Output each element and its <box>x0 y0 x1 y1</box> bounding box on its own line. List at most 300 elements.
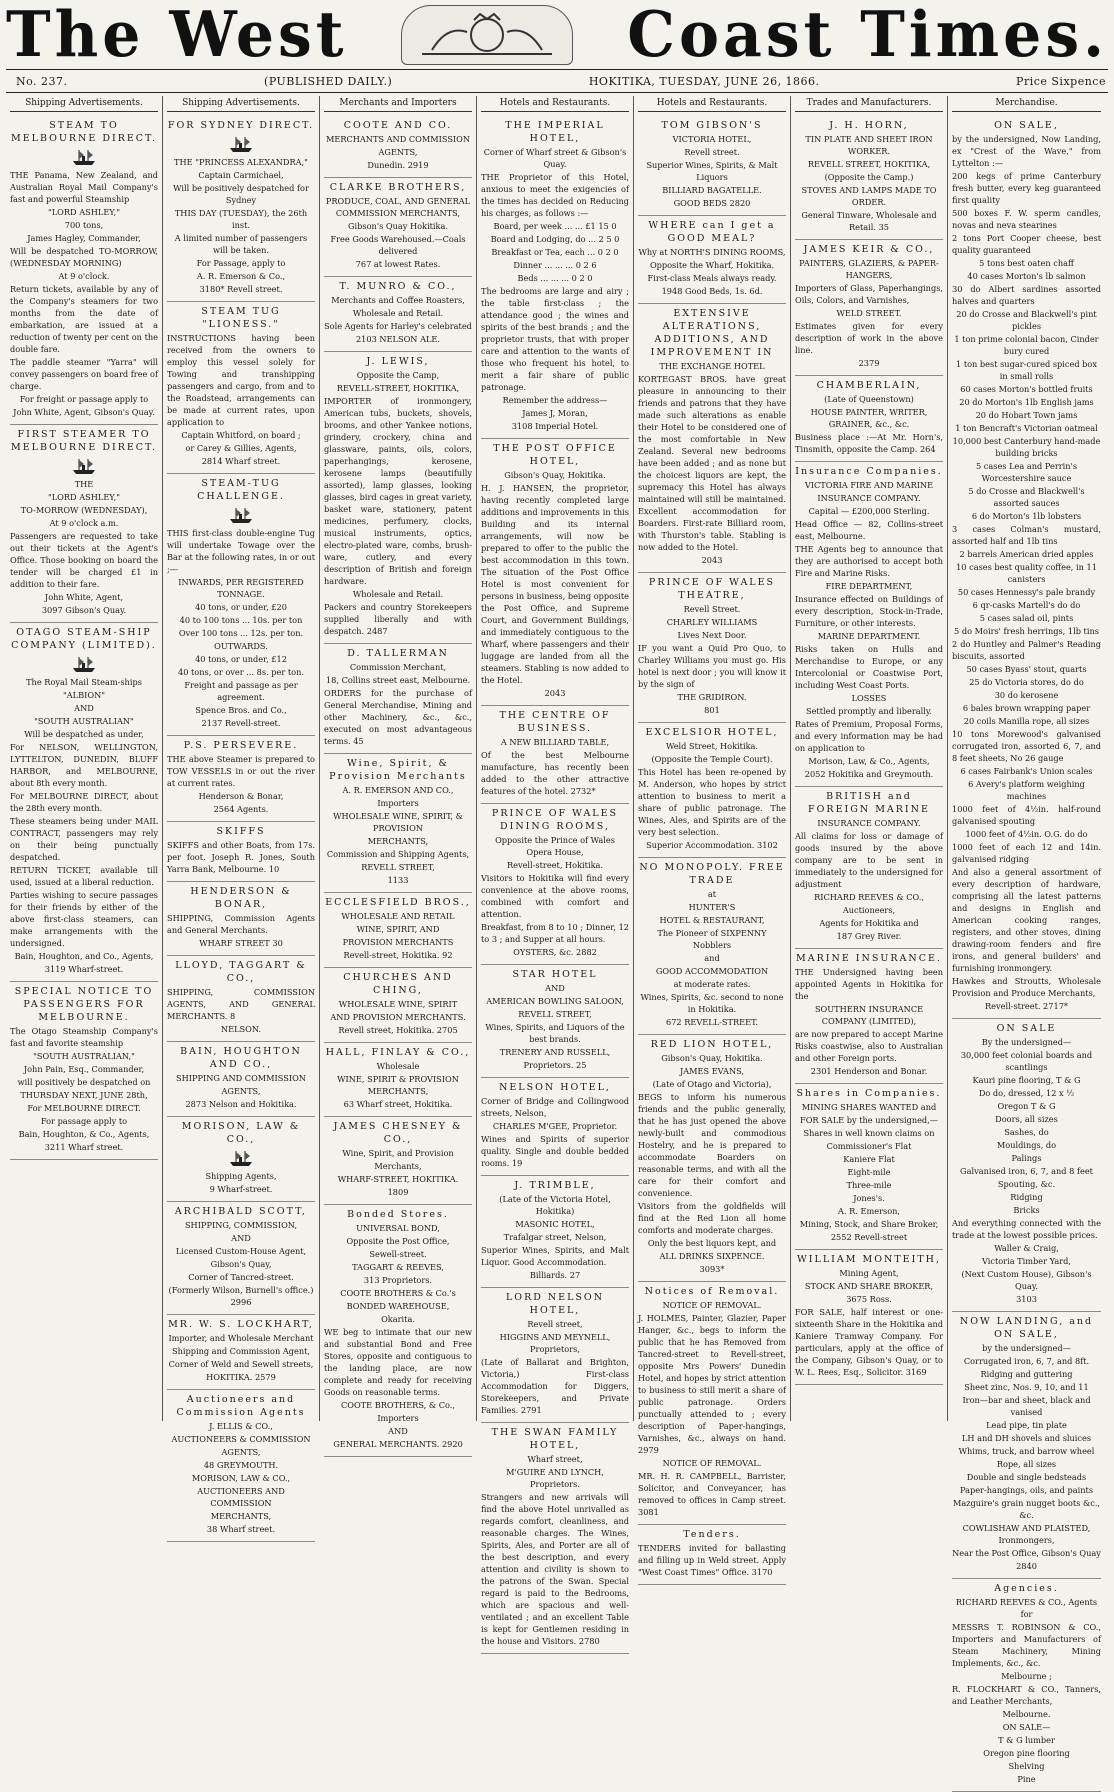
ad-line: Kaniere Flat <box>843 1154 895 1164</box>
ad-line: REVELL STREET, HOKITIKA, <box>807 159 931 169</box>
ad-title: D. TALLERMAN <box>347 648 449 659</box>
ad-title: Insurance Companies. <box>795 466 943 477</box>
ad-line: BONDED WAREHOUSE, <box>346 1301 450 1311</box>
ad-line: These steamers being under MAIL CONTRACT, passengers may rely on their being punctually despatched. <box>10 816 158 862</box>
ad-line: 3103 <box>1016 1294 1037 1304</box>
ad-line: Will be despatched TO-MORROW, (WEDNESDAY MORNING) <box>10 246 158 268</box>
ad-line: MERCHANTS, <box>367 836 429 846</box>
column-header: Merchants and Importers <box>324 96 472 112</box>
ad-line: Hawkes and Stroutts, Wholesale Provision and Produce Merchants, <box>952 976 1101 998</box>
ad-line: INSURANCE COMPANY. <box>817 493 921 503</box>
ad-line: AGENTS, <box>221 1447 261 1457</box>
advertisement <box>481 439 629 706</box>
advertisement <box>952 1019 1101 1312</box>
ad-line: AND <box>545 983 565 993</box>
ad-line: Sewell-street. <box>369 1249 427 1259</box>
steamship-icon <box>71 457 97 475</box>
ad-line: Lead pipe, tin plate <box>986 1420 1067 1430</box>
ad-line: Sheet zinc, Nos. 9, 10, and 11 <box>964 1382 1089 1392</box>
crest-icon <box>401 5 573 65</box>
ad-line: Sashes, do <box>1004 1127 1049 1137</box>
ad-line: Oregon pine flooring <box>983 1748 1070 1758</box>
ad-line: At 9 o'clock. <box>58 271 110 281</box>
advertisement <box>10 116 158 425</box>
column-5 <box>634 96 791 1577</box>
ad-title: Wine, Spirit, & Provision Merchants <box>329 758 467 782</box>
ad-line: Paper-hangings, oils, and paints <box>959 1485 1094 1495</box>
ad-line: Henderson & Bonar, <box>198 791 284 801</box>
ad-line: Board and Lodging, do ... 2 5 0 <box>490 234 620 244</box>
ad-title: EXCELSIOR HOTEL, <box>645 727 779 738</box>
column-4 <box>477 96 634 1646</box>
ad-line: WHARF STREET 30 <box>199 938 283 948</box>
ad-line: Board, per week ... ... £1 15 0 <box>493 221 617 231</box>
ad-line: THE Agents beg to announce that they are authorised to accept both Fire and Marine Risks. <box>795 544 943 578</box>
ad-line: Settled promptly and liberally. <box>805 706 933 716</box>
ad-line: TO-MORROW (WEDNESDAY), <box>20 505 148 515</box>
ad-line: The Royal Mail Steam-ships <box>26 677 142 687</box>
ad-title: Notices of Removal. <box>644 1286 780 1297</box>
ad-line: WHARF-STREET, HOKITIKA. <box>337 1174 459 1184</box>
ad-line: (Next Custom House), Gibson's Quay. <box>961 1269 1092 1291</box>
ad-line: A. R. EMERSON AND CO., <box>342 785 454 795</box>
ad-line: LOSSES <box>851 693 887 703</box>
ad-title: SPECIAL NOTICE TO PASSENGERS FOR MELBOURNE. <box>14 986 154 1023</box>
advertisement <box>167 822 315 882</box>
advertisement <box>324 644 472 754</box>
ad-line: AND <box>388 1426 408 1436</box>
ad-line: WHOLESALE WINE, SPIRIT <box>338 999 458 1009</box>
ad-line: 20 do Crosse and Blackwell's pint pickles <box>956 309 1097 331</box>
ad-title: J. TRIMBLE, <box>514 1180 596 1191</box>
ad-line: AMERICAN BOWLING SALOON, <box>486 996 624 1006</box>
ad-title: CHURCHES AND CHING, <box>343 972 453 996</box>
ad-line: Mining, Stock, and Share Broker, <box>799 1219 939 1229</box>
ad-line: 30 do Albert sardines assorted halves and quarters <box>952 284 1101 306</box>
ad-line: 60 cases Morton's bottled fruits <box>960 384 1093 394</box>
ad-title: RED LION HOTEL, <box>650 1039 774 1050</box>
ad-line: The paddle steamer "Yarra" will convey passengers on board free of charge. <box>10 357 158 391</box>
steamship-icon <box>71 655 97 673</box>
advertisement <box>324 1043 472 1117</box>
advertisement <box>481 1288 629 1423</box>
ad-title: NELSON HOTEL, <box>499 1082 611 1093</box>
ad-line: 1 ton Bencraft's Victorian oatmeal <box>955 423 1098 433</box>
ad-line: 2 barrels American dried apples <box>959 549 1094 559</box>
ad-line: The Pioneer of SIXPENNY Nobblers <box>657 928 767 950</box>
ad-line: 9 Wharf-street. <box>209 1184 273 1194</box>
ad-line: 38 Wharf street. <box>206 1524 276 1534</box>
advertisement <box>10 982 158 1160</box>
ad-line: AGENTS, <box>221 1086 261 1096</box>
ad-title: MR. W. S. LOCKHART, <box>168 1319 314 1330</box>
ad-line: General Tinware, Wholesale and Retail. 35 <box>801 210 937 232</box>
ad-line: Freight and passage as per agreement. <box>184 680 298 702</box>
ad-line: THURSDAY NEXT, JUNE 28th, <box>20 1090 148 1100</box>
ad-line: Visitors from the goldfields will find at the Red Lion all home comforts and moderate charges. <box>638 1201 786 1235</box>
ad-line: Eight-mile <box>847 1167 891 1177</box>
ad-line: 18, Collins street east, Melbourne. <box>325 675 471 685</box>
ad-line: SHIPPING, COMMISSION AGENTS, AND GENERAL MERCHANTS. 8 <box>167 987 315 1021</box>
column-6 <box>791 96 948 1421</box>
ad-line: MR. H. R. CAMPBELL, Barrister, Solicitor, and Conveyancer, has removed to offices in Camp street. 3081 <box>638 1471 786 1517</box>
ad-line: 1000 feet of each 12 and 14in. galvanised ridging <box>952 842 1101 864</box>
ad-line: FIRE DEPARTMENT, <box>825 581 913 591</box>
ad-line: 6 qr-casks Martell's do do <box>972 600 1081 610</box>
ad-line: UNIVERSAL BOND, <box>356 1223 440 1233</box>
ad-line: Auctioneers, <box>842 905 896 915</box>
ad-line: REVELL-STREET, HOKITIKA, <box>336 383 460 393</box>
ad-line: Captain Carmichael, <box>198 170 284 180</box>
ad-line: 5 cases salad oil, pints <box>979 613 1074 623</box>
ad-line: COOTE BROTHERS & Co.'s <box>340 1288 456 1298</box>
ad-line: Near the Post Office, Gibson's Quay <box>952 1548 1101 1558</box>
ad-title: THE IMPERIAL HOTEL, <box>505 120 605 144</box>
ad-line: Melbourne ; <box>1001 1671 1052 1681</box>
ad-line: 2052 Hokitika and Greymouth. <box>804 769 934 779</box>
ad-line: COOTE BROTHERS, & Co., <box>340 1400 456 1410</box>
ad-line: (Late of Queenstown) <box>824 394 914 404</box>
advertisement <box>167 302 315 474</box>
ad-line: Only the best liquors kept, and <box>647 1238 777 1248</box>
ad-line: Whims, truck, and barrow wheel <box>958 1446 1095 1456</box>
advertisement <box>795 116 943 240</box>
ad-title: JAMES KEIR & CO., <box>803 244 935 255</box>
ad-line: Corrugated iron, 6, 7, and 8ft. <box>963 1356 1090 1366</box>
ad-line: 2 do Huntley and Palmer's Reading biscuits, assorted <box>952 639 1101 661</box>
dateline-rule <box>6 92 1108 93</box>
ad-line: 6 bales brown wrapping paper <box>962 703 1091 713</box>
ad-line: Rope, all sizes <box>996 1459 1057 1469</box>
ad-line: THIS first-class double-engine Tug will undertake Towage over the Bar at the following rates, in or out ;— <box>167 528 315 574</box>
ad-line: Bricks <box>1013 1205 1040 1215</box>
advertisement <box>324 178 472 277</box>
ad-line: THE Panama, New Zealand, and Australian Royal Mail Company's fast and powerful Steamship <box>10 170 158 204</box>
ad-line: 700 tons, <box>64 220 104 230</box>
ad-line: COWLISHAW AND PLAISTED, Ironmongers, <box>962 1523 1091 1545</box>
advertisement <box>324 968 472 1043</box>
ad-line: by the undersigned— <box>982 1343 1071 1353</box>
ad-line: SHIPPING, COMMISSION, <box>184 1220 298 1230</box>
ad-line: Opposite the Camp, <box>356 370 440 380</box>
ad-line: Wholesale and Retail. <box>352 308 444 318</box>
ad-line: 2840 <box>1016 1561 1037 1571</box>
ad-line: 20 coils Manilla rope, all sizes <box>963 716 1090 726</box>
ad-line: AGENTS, <box>378 147 418 157</box>
ad-line: 3180* Revell street. <box>199 284 283 294</box>
ad-line: For NELSON, WELLINGTON, LYTTELTON, DUNEDIN, BLUFF HARBOR, and MELBOURNE, about 8th every month. <box>10 742 158 788</box>
ad-line: Importers of Glass, Paperhangings, Oils, Colors, and Varnishes, <box>795 283 943 305</box>
ad-title: BAIN, HOUGHTON AND CO., <box>180 1046 302 1070</box>
ad-line: Commission Merchant, <box>349 662 447 672</box>
ad-line: Billiards. 27 <box>529 1270 581 1280</box>
ad-line: Will be despatched as under, <box>24 729 144 739</box>
ad-line: Mazguire's grain nugget boots &c., &c. <box>952 1498 1101 1520</box>
ad-line: INSURANCE COMPANY. <box>817 818 921 828</box>
column-header: Hotels and Restaurants. <box>638 96 786 112</box>
ad-line: 40 cases Morton's lb salmon <box>967 271 1086 281</box>
ad-line: James J, Moran, <box>522 408 588 418</box>
ad-line: John White, Agent, <box>44 592 124 602</box>
ad-line: 801 <box>704 705 720 715</box>
ad-line: All claims for loss or damage of goods insured by the above company are to be sent in immediately to the undersigned for adjustment <box>795 831 943 889</box>
advertisement <box>638 116 786 216</box>
ad-line: VICTORIA HOTEL, <box>672 134 752 144</box>
dateline <box>16 72 1106 90</box>
steamship-icon <box>228 1149 254 1167</box>
column-header: Shipping Advertisements. <box>10 96 158 112</box>
ad-line: 6 do Morton's 1lb lobsters <box>971 511 1082 521</box>
ad-line: 6 cases Fairbank's Union scales <box>960 766 1093 776</box>
ad-line: Corner of Bridge and Collingwood streets, Nelson, <box>481 1096 629 1118</box>
ad-line: A NEW BILLIARD TABLE, <box>500 737 610 747</box>
ad-line: Importer, and Wholesale Merchant <box>168 1333 314 1343</box>
ad-line: WINE, SPIRIT & PROVISION MERCHANTS, <box>337 1074 459 1096</box>
ad-line: Trafalgar street, Nelson, <box>503 1232 607 1242</box>
ad-line: Iron—bar and sheet, black and vanised <box>962 1395 1091 1417</box>
ad-line: Victoria Timber Yard, <box>981 1256 1072 1266</box>
ad-line: Mouldings, do <box>996 1140 1057 1150</box>
advertisement <box>167 1315 315 1390</box>
ad-line: Packers and country Storekeepers supplied liberally and with despatch. 2487 <box>324 602 472 636</box>
ad-line: PRODUCE, COAL, AND GENERAL COMMISSION MERCHANTS, <box>325 196 471 218</box>
published-daily: (PUBLISHED DAILY.) <box>264 74 393 88</box>
ad-line: MARINE DEPARTMENT. <box>817 631 921 641</box>
ad-line: Do do, dressed, 12 x ½ <box>978 1088 1075 1098</box>
ad-line: AUCTIONEERS AND COMMISSION <box>197 1486 285 1508</box>
advertisement <box>638 1282 786 1525</box>
ad-line: THE EXCHANGE HOTEL <box>659 361 765 371</box>
ad-line: Doors, all sizes <box>995 1114 1058 1124</box>
advertisement <box>638 858 786 1035</box>
ad-line: WINE, SPIRIT, AND <box>356 924 440 934</box>
ad-line: AND PROVISION MERCHANTS. <box>330 1012 466 1022</box>
ad-title: FOR SYDNEY DIRECT. <box>167 120 315 131</box>
ad-line: This Hotel has been re-opened by M. Anderson, who hopes by strict attention to business to merit a share of public patronage. The Wines, Ales, and Spirits are of the very best selection. <box>638 767 786 837</box>
masthead <box>6 0 1108 72</box>
ad-line: Palings <box>1011 1153 1042 1163</box>
ad-line: BILLIARD BAGATELLE. <box>662 185 762 195</box>
ad-line: 2 tons Port Cooper cheese, best quality guaranteed <box>952 233 1101 255</box>
ad-line: 3675 Ross. <box>846 1294 892 1304</box>
advertisement <box>324 754 472 893</box>
column-header: Shipping Advertisements. <box>167 96 315 112</box>
ad-line: 50 cases Hennessy's pale brandy <box>957 587 1096 597</box>
ad-line: For MELBOURNE DIRECT, about the 28th every month. <box>10 791 158 813</box>
ad-line: LH and DH shovels and sluices <box>961 1433 1092 1443</box>
ad-line: Estimates given for every description of work in the above line. <box>795 321 943 355</box>
ad-line: FOR SALE by the undersigned,— <box>800 1115 938 1125</box>
ad-line: And everything connected with the trade at the lowest possible prices. <box>952 1218 1101 1240</box>
ad-line: Wines, Spirits, &c. second to none in Hokitika. <box>640 992 784 1014</box>
ad-title: CLARKE BROTHERS, <box>329 182 467 193</box>
ad-line: 3119 Wharf-street. <box>44 964 124 974</box>
ad-line: Passengers are requested to take out their tickets at the Agent's Office. Those booking on board the tender will be charged £1 in addition to their fare. <box>10 531 158 589</box>
advertisement <box>481 804 629 965</box>
ad-line: H. J. HANSEN, the proprietor, having recently completed large additions and improvements in this Building and its internal arrangements, will now be prepared to offer to the public the best accommodation in this town. The situation of the Post Office Hotel is most convenient for persons in business, being opposite the Post Office, and Supreme Court, and Government Buildings, and immediately contiguous to the Wharf, where passengers and their luggage are landed from all the steamers. Stabling is now added to the Hotel. <box>481 483 629 685</box>
ad-title: CHAMBERLAIN, <box>816 380 922 391</box>
ad-line: 5 tons best oaten chaff <box>979 258 1074 268</box>
column-7 <box>948 96 1105 1784</box>
ad-line: John White, Agent, Gibson's Quay. <box>13 407 155 417</box>
ad-line: John Pain, Esq., Commander, <box>23 1064 145 1074</box>
ad-line: FOR SALE, half interest or one-sixteenth Share in the Hokitika and Kaniere Tramway Company. For particulars, apply at the office of the Company, Gibson's Quay, or to W. L. Rees, Esq., Solicitor. 3169 <box>795 1307 943 1377</box>
issue-number: No. 237. <box>16 74 68 88</box>
ad-line: 10 tons Morewood's galvanised corrugated iron, assorted 6, 7, and 8 feet sheets, No 26 gauge <box>952 729 1101 763</box>
advertisement <box>324 277 472 352</box>
ad-line: Gibson's Quay, Hokitika. <box>661 1053 763 1063</box>
ad-line: For passage apply to <box>40 1116 128 1126</box>
ad-line: GOOD BEDS 2820 <box>673 198 751 208</box>
ad-line: Revell-street, Hokitika. <box>506 860 604 870</box>
ad-line: 2043 <box>544 688 566 698</box>
ad-line: 1 ton best sugar-cured spiced box in small rolls <box>956 359 1097 381</box>
ad-line: CHARLES M'GEE, Proprietor. <box>492 1121 618 1131</box>
ad-title: J. LEWIS, <box>366 356 430 367</box>
ad-line: 1000 feet of 4½in. half-round galvanised spouting <box>952 804 1101 826</box>
ad-line: Gibson's Quay, Hokitika. <box>504 470 606 480</box>
ad-title: Auctioneers and Commission Agents <box>176 1394 306 1418</box>
ad-line: THIS DAY (TUESDAY), the 26th inst. <box>174 208 308 230</box>
ad-line: at <box>707 889 717 899</box>
ad-line: ON SALE— <box>1002 1722 1051 1732</box>
column-3 <box>320 96 477 1449</box>
ad-title: THE SWAN FAMILY HOTEL, <box>491 1427 619 1451</box>
ad-line: 6 Avery's platform weighing machines <box>968 779 1085 801</box>
ad-line: Business place :—At Mr. Horn's, Tinsmith, opposite the Camp. 264 <box>795 432 943 454</box>
ad-line: BEGS to inform his numerous friends and the public generally, that he has just opened the above newly-built and commodious Hostelry, and he is prepared to accommodate Boarders on reasonable terms, and with all the care for their comfort and convenience. <box>638 1092 786 1198</box>
ad-line: Opposite the Post Office, <box>346 1236 450 1246</box>
ad-line: Lives Next Door. <box>677 630 747 640</box>
ad-line: Gibson's Quay, <box>210 1259 272 1269</box>
ad-line: MORISON, LAW & CO., <box>191 1473 291 1483</box>
ad-line: Spence Bros. and Co., <box>195 705 287 715</box>
ad-line: ALL DRINKS SIXPENCE. <box>659 1251 765 1261</box>
column-header: Hotels and Restaurants. <box>481 96 629 112</box>
ad-line: Corner of Tancred-street. <box>188 1272 294 1282</box>
advertisement <box>795 462 943 787</box>
advertisement <box>952 116 1101 1019</box>
advertisement <box>952 1312 1101 1579</box>
ad-line: Visitors to Hokitika will find every convenience at the above rooms, combined with comfort and attention. <box>481 873 629 919</box>
ad-title: Agencies. <box>994 1583 1059 1594</box>
ad-line: Capital — £200,000 Sterling. <box>808 506 930 516</box>
place-date: HOKITIKA, TUESDAY, JUNE 26, 1866. <box>588 74 820 88</box>
ad-title: P.S. PERSEVERE. <box>183 740 299 751</box>
ad-line: IF you want a Quid Pro Quo, to Charley Williams you must go. His hotel is next door ; you will know it by the sign of <box>638 643 786 689</box>
ad-line: Why at NORTH'S DINING ROOMS, <box>638 247 786 257</box>
ad-line: 48 GREYMOUTH. <box>203 1460 279 1470</box>
ad-line: R. FLOCKHART & CO., Tanners, and Leather Merchants, <box>952 1684 1101 1706</box>
ad-line: Ridging <box>1010 1192 1043 1202</box>
ad-line: 1133 <box>387 875 409 885</box>
ad-line: 187 Grey River. <box>836 931 902 941</box>
advertisement <box>167 116 315 302</box>
ad-title: MORISON, LAW & CO., <box>181 1121 301 1145</box>
ad-line: 1809 <box>387 1187 409 1197</box>
ad-line: 5 cases Lea and Perrin's Worcestershire sauce <box>975 461 1078 483</box>
masthead-title-left: The West <box>6 0 348 72</box>
ad-line: WE beg to intimate that our new and substantial Bond and Free Stores, opposite and contiguous to the landing place, are now complete and ready for receiving Goods on reasonable terms. <box>324 1327 472 1397</box>
ad-line: 30,000 feet colonial boards and scantlings <box>960 1050 1093 1072</box>
ad-line: or Carey & Gillies, Agents, <box>185 443 297 453</box>
ad-line: James Hagley, Commander, <box>27 233 141 243</box>
ad-line: MERCHANTS, <box>210 1511 272 1521</box>
ad-line: Revell street, Hokitika. 2705 <box>338 1025 458 1035</box>
ad-line: Agents for Hokitika and <box>819 918 919 928</box>
ad-line: THE "PRINCESS ALEXANDRA," <box>174 157 308 167</box>
ad-line: Morison, Law, & Co., Agents, <box>808 756 930 766</box>
ad-line: (Opposite the Temple Court). <box>651 754 773 764</box>
ad-line: 3211 Wharf street. <box>44 1142 124 1152</box>
advertisement <box>795 376 943 462</box>
ad-line: 3097 Gibson's Quay. <box>41 605 127 615</box>
ad-line: J. ELLIS & CO., <box>209 1421 273 1431</box>
ad-title: TOM GIBSON'S <box>661 120 763 131</box>
ad-line: Superior Wines, Spirits, and Malt Liquor. Good Accommodation. <box>481 1245 629 1267</box>
ad-line: A. R. Emerson, <box>838 1206 900 1216</box>
ad-line: A limited number of passengers will be taken. <box>174 233 308 255</box>
ad-line: Opposite the Wharf, Hokitika. <box>649 260 775 270</box>
ad-line: Merchants and Coffee Roasters, <box>331 295 465 305</box>
ad-line: 200 kegs of prime Canterbury fresh butter, every keg guaranteed first quality <box>952 171 1101 205</box>
ad-line: HOKITIKA. 2579 <box>206 1372 276 1382</box>
ad-line: HOUSE PAINTER, WRITER, GRAINER, &c., &c. <box>810 407 928 429</box>
ad-line: Ridging and guttering <box>980 1369 1073 1379</box>
ad-title: STEAM TO MELBOURNE DIRECT. <box>10 120 158 144</box>
ad-line: Risks taken on Hulls and Merchandise to Europe, or any Intercolonial or Coastwise Port, including West Coast Ports. <box>795 644 943 690</box>
ad-title: HENDERSON & BONAR, <box>190 886 292 910</box>
ad-line: Opposite the Prince of Wales Opera House, <box>495 835 615 857</box>
ad-line: THE Undersigned having been appointed Agents in Hokitika for the <box>795 967 943 1001</box>
steamship-icon <box>71 148 97 166</box>
advertisement <box>10 623 158 982</box>
advertisement <box>167 1202 315 1315</box>
ad-line: (Late of Ballarat and Brighton, Victoria,) First-class Accommodation for Diggers, Storekeepers, and Private Families. 2791 <box>481 1357 629 1415</box>
ad-line: THE Proprietor of this Hotel, anxious to meet the exigencies of the times has decided on Reducing his charges, as follows :— <box>481 172 629 218</box>
ad-title: J. H. HORN, <box>829 120 909 131</box>
ad-line: Gibson's Quay Hokitika. <box>348 221 448 231</box>
ad-line: 25 do Victoria stores, do do <box>969 677 1084 687</box>
ad-line: Wine, Spirit, and Provision <box>342 1148 454 1158</box>
ad-line: Importers <box>377 798 419 808</box>
ad-line: Will be positively despatched for Sydney <box>173 183 309 205</box>
ad-line: Mining Agent, <box>839 1268 899 1278</box>
ad-title: NOW LANDING, and ON SALE, <box>959 1316 1094 1340</box>
ad-line: Free Goods Warehoused.—Coals delivered <box>330 234 466 256</box>
ad-line: AND <box>231 1233 251 1243</box>
ad-line: 30 do kerosene <box>994 690 1059 700</box>
ad-line: PROVISION MERCHANTS <box>342 937 454 947</box>
ad-line: GOOD ACCOMMODATION <box>655 966 769 976</box>
ad-title: OTAGO STEAM-SHIP COMPANY (LIMITED). <box>11 627 157 651</box>
ad-line: Shipping and Commission Agent, <box>171 1346 311 1356</box>
ad-line: Revell Street. <box>683 604 741 614</box>
advertisement <box>795 787 943 949</box>
ad-line: KORTEGAST BROS. have great pleasure in announcing to their friends and patrons that they have made such alterations as enable their Hotel to be considered one of the most comfortable in New Zealand. Several new bedrooms have been added ; and as none but the choicest liquors are kept, the supremacy this Hotel has always maintained will still be maintained. Excellent accommodation for Boarders. First-rate Billiard room, with Thurston's table. Stabling is now added to the Hotel. <box>638 374 786 552</box>
ad-line: Captain Whitford, on board ; <box>181 430 301 440</box>
ad-line: "LORD ASHLEY," <box>47 492 121 502</box>
ad-line: by the undersigned, Now Landing, ex "Crest of the Wave," from Lyttelton :— <box>952 134 1101 168</box>
ad-line: MESSRS T. ROBINSON & CO., Importers and Manufacturers of Steam Machinery, Mining Implements, &c., &c. <box>952 1622 1101 1668</box>
masthead-rule <box>6 69 1108 70</box>
ad-line: Beds ... ... ... 0 2 0 <box>517 273 593 283</box>
ad-line: A. R. Emerson & Co., <box>196 271 286 281</box>
ad-line: 10 cases best quality coffee, in 11 canisters <box>956 562 1097 584</box>
ad-title: COOTE AND CO. <box>343 120 453 131</box>
ad-line: M'GUIRE AND LYNCH, Proprietors. <box>506 1467 604 1489</box>
ad-line: (Opposite the Camp.) <box>824 172 914 182</box>
